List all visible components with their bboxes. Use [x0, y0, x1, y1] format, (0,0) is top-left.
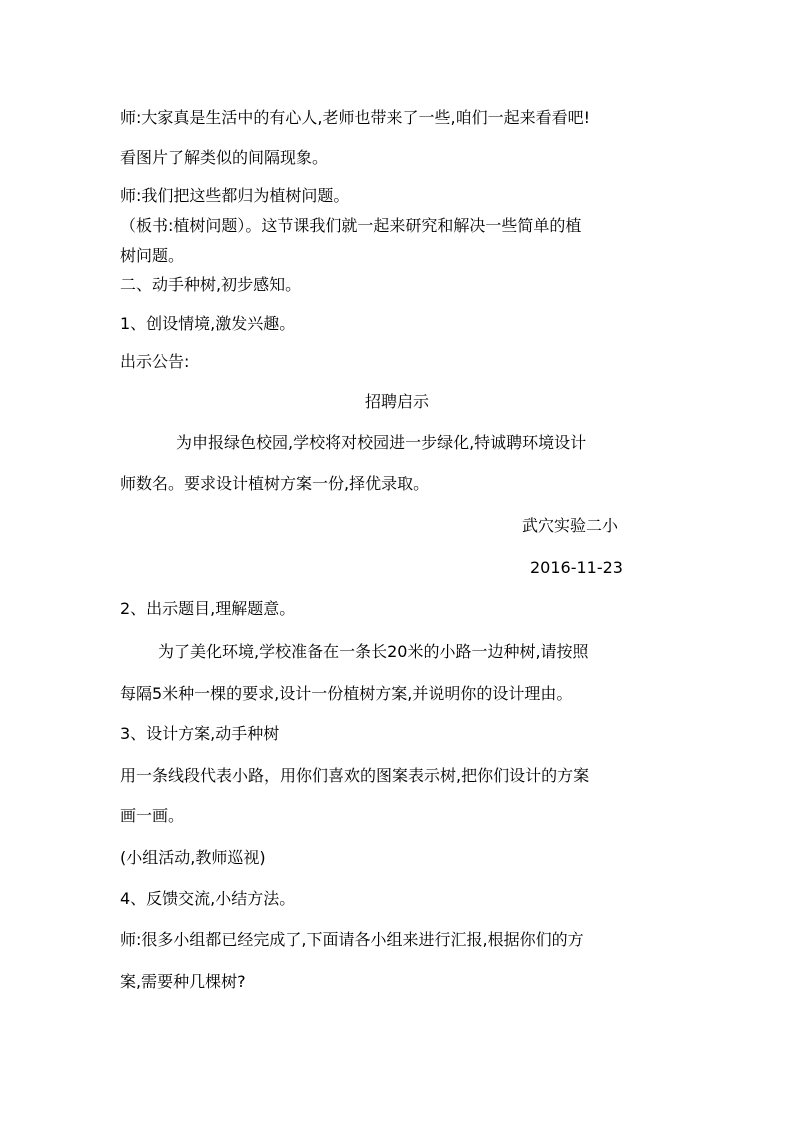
board-note-line1: （板书:植树问题）。这节课我们就一起来研究和解决一些简单的植 [120, 216, 582, 235]
notice-signature: 武穴实验二小 [522, 516, 619, 535]
step-4-heading: 4、反馈交流,小结方法。 [120, 889, 296, 908]
group-activity-note: (小组活动,教师巡视) [120, 848, 266, 867]
teacher-remark-3-line2: 案,需要种几棵树? [120, 972, 246, 991]
teacher-remark-2: 师:我们把这些都归为植树问题。 [120, 186, 350, 205]
notice-title: 招聘启示 [364, 392, 429, 411]
show-notice-label: 出示公告: [120, 352, 190, 371]
problem-line1: 为了美化环境,学校准备在一条长20米的小路一边种树,请按照 [158, 642, 589, 661]
notice-date: 2016-11-23 [530, 558, 623, 577]
notice-body-line2: 师数名。要求设计植树方案一份,择优录取。 [120, 474, 430, 493]
step-1-heading: 1、创设情境,激发兴趣。 [120, 314, 296, 333]
notice-body-line1: 为申报绿色校园,学校将对校园进一步绿化,特诚聘环境设计 [176, 433, 587, 452]
teacher-remark-3-line1: 师:很多小组都已经完成了,下面请各小组来进行汇报,根据你们的方 [120, 930, 584, 949]
design-instruction-line1: 用一条线段代表小路，用你们喜欢的图案表示树,把你们设计的方案 [120, 766, 590, 785]
step-3-heading: 3、设计方案,动手种树 [120, 724, 280, 743]
design-instruction-line2: 画一画。 [120, 806, 185, 825]
section-heading-2: 二、动手种树,初步感知。 [120, 275, 302, 294]
teacher-remark-1: 师:大家真是生活中的有心人,老师也带来了一些,咱们一起来看看吧! [120, 108, 590, 127]
step-2-heading: 2、出示题目,理解题意。 [120, 599, 296, 618]
instruction-pictures: 看图片了解类似的间隔现象。 [120, 148, 329, 167]
problem-line2: 每隔5米种一棵的要求,设计一份植树方案,并说明你的设计理由。 [120, 684, 573, 703]
board-note-line2: 树问题。 [120, 246, 185, 265]
